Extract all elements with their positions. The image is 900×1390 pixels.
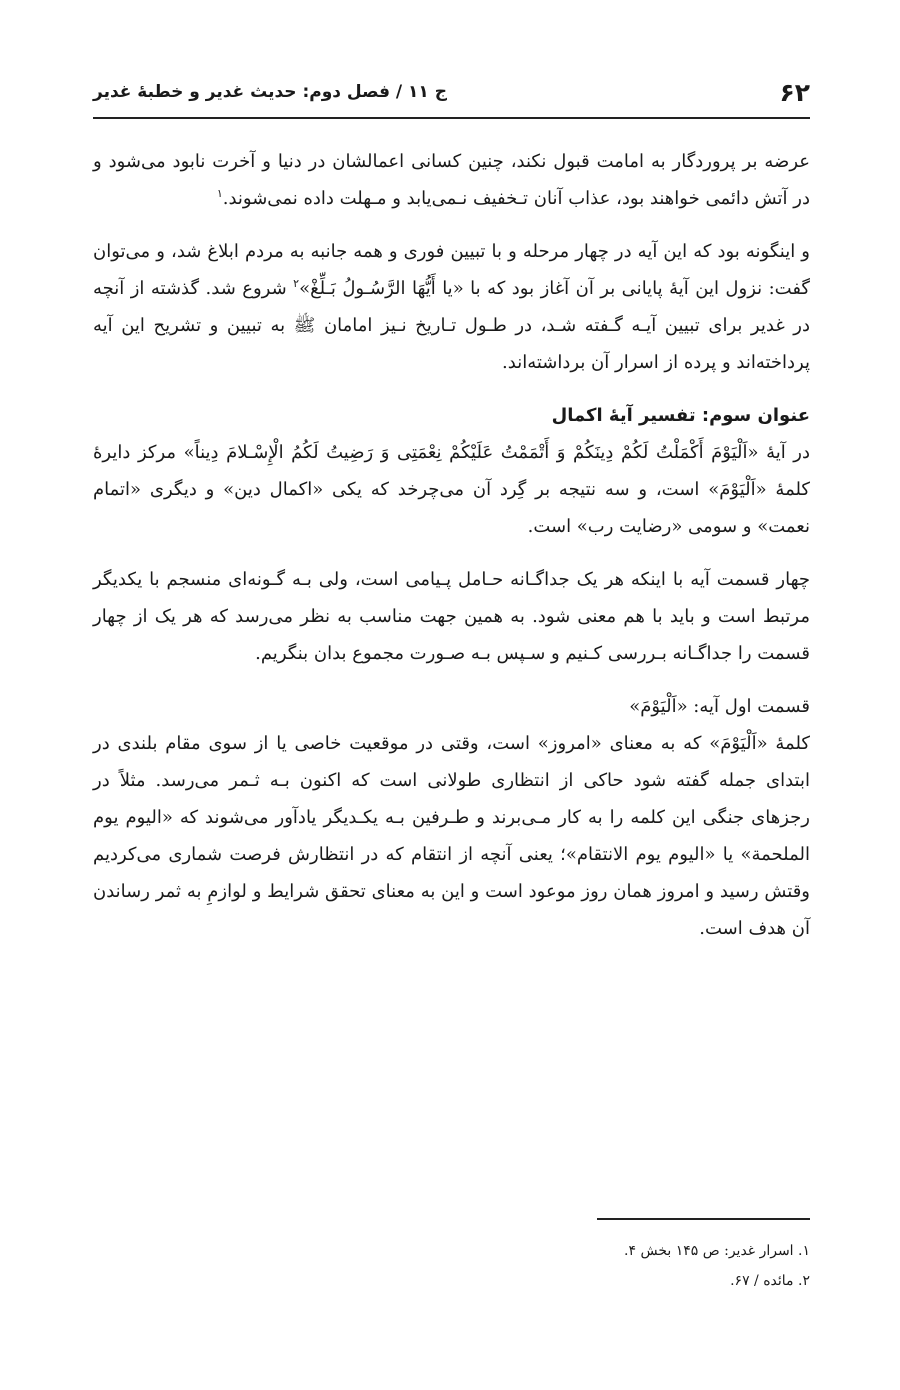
footnote-1: ۱. اسرار غدیر: ص ۱۴۵ بخش ۴.	[624, 1243, 810, 1259]
book-page	[93, 0, 810, 1390]
paragraph-2-text-b: شروع شد. گذشته از آنچه در غدیر برای تبیین آیـه گـفته شـد، در طـول تـاریخ نـیز امامان ﷺ به تبیین و تشریح این آیه پرداخته‌اند و پرده از اسرار آن برداشته‌اند.	[93, 278, 810, 373]
paragraph-1	[93, 143, 810, 217]
section-heading: عنوان سوم: تفسیر آیهٔ اکمال	[551, 405, 810, 426]
footnotes	[93, 1236, 810, 1296]
paragraph-1-text: عرضه بر پروردگار به امامت قبول نکند، چنین کسانی اعمالشان در دنیا و آخرت نابود می‌شود و در آتش دائمی خواهند بود، عذاب آنان تـخفیف نـمی‌یابد و مـهلت داده نمی‌شوند.	[93, 151, 810, 209]
running-header	[93, 72, 810, 112]
body-text	[93, 143, 810, 947]
paragraph-3: در آیهٔ «اَلْیَوْمَ أَکْمَلْتُ لَکُمْ دِینَکُمْ وَ أَتْمَمْتُ عَلَیْکُمْ نِعْمَتِی وَ رَضِیتُ لَکُمُ الْإِسْـلامَ دِیناً» مرکز دایرهٔ کلمهٔ «اَلْیَوْمَ» است، و سه نتیجه بر گِرد آن می‌چرخد که یکی «اکمال دین» و دیگری «اتمام نعمت» و سومی «رضایت رب» است.	[93, 442, 810, 537]
paragraph-6: کلمهٔ «اَلْیَوْمَ» که به معنای «امروز» است، وقتی در موقعیت خاصی یا از سوی مقام بلندی در ابتدای جمله گفته شود حاکی از انتظاری طولانی است که اکنون بـه ثـمر می‌رسد. مثلاً در رجزهای جنگی این کلمه را به کار مـی‌برند و طـرفین بـه یکـدیگر یادآور می‌شوند که «الیوم یوم الملحمة» یا «الیوم یوم الانتقام»؛ یعنی آنچه از انتقام که در انتظارش فرصت شماری می‌کردیم وقتش رسید و امروز همان روز موعود است و این به معنای تحقق شرایط و لوازمِ به ثمر رساندن آن هدف است.	[93, 733, 810, 939]
paragraph-2	[93, 233, 810, 381]
subsection-title: قسمت اول آیه: «اَلْیَوْمَ»	[629, 696, 810, 717]
footnote-ref-2: ۲	[293, 277, 300, 290]
page-number: ۶۲	[779, 77, 810, 107]
chapter-title: ج ۱۱ / فصل دوم: حدیث غدیر و خطبهٔ غدیر	[93, 82, 447, 102]
paragraph-2-text-a: و اینگونه بود که این آیه در چهار مرحله و با تبیین فوری و همه جانبه به مردم ابلاغ شد، و می‌توان گفت: نزول این آیهٔ پایانی بر آن آغاز بود که با «یا أَیُّهَا الرَّسُـولُ بَـلِّغْ»	[93, 241, 810, 299]
footnote-ref-1: ۱	[216, 187, 223, 200]
footnote-rule	[597, 1218, 810, 1220]
footnote-2: ۲. مائده / ۶۷.	[730, 1273, 810, 1289]
paragraph-4: چهار قسمت آیه با اینکه هر یک جداگـانه حـامل پـیامی است، ولی بـه گـونه‌ای منسجم با یکدیگر مرتبط است و باید با هم معنی شود. به همین جهت مناسب به نظر می‌رسد که هر یک از چهار قسمت را جداگـانه بـررسی کـنیم و سـپس بـه صـورت مجموع بدان بنگریم.	[93, 569, 810, 664]
header-rule	[93, 117, 810, 119]
